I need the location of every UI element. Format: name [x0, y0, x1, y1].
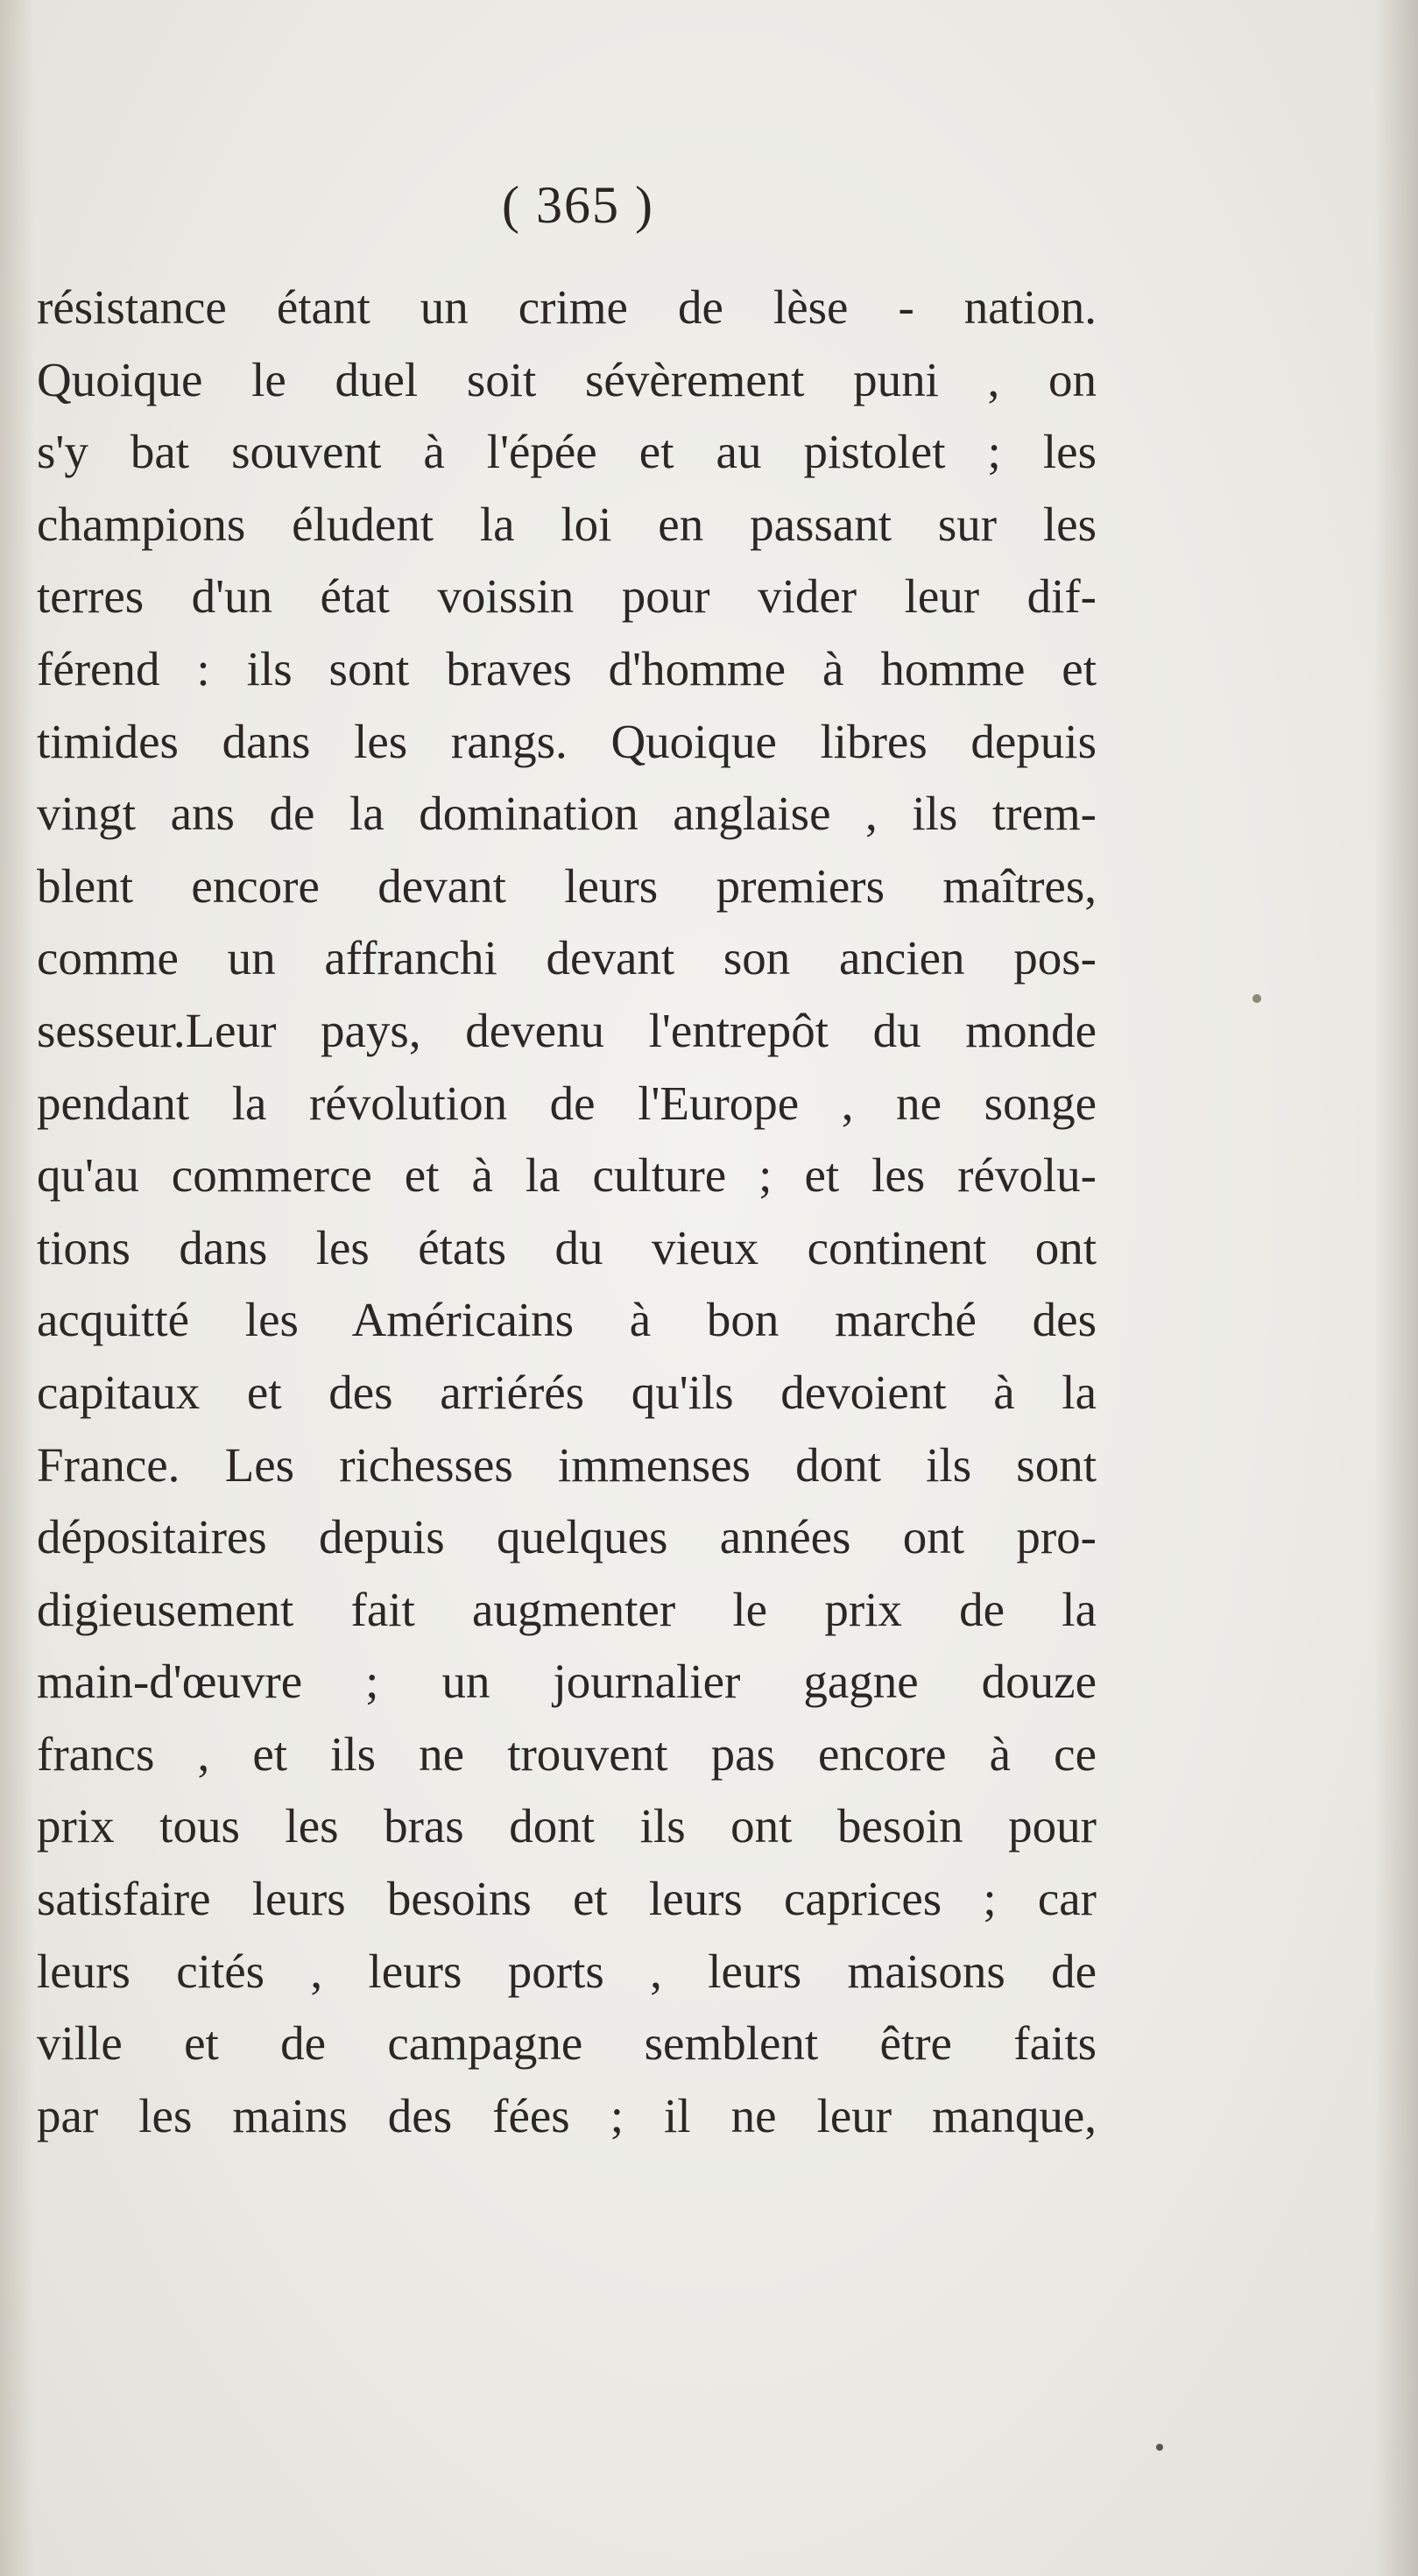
page-number: ( 365 ) [502, 176, 654, 234]
text-line: francs , et ils ne trouvent pas encore à ce [37, 1726, 1097, 1781]
text-line: prix tous les bras dont ils ont besoin pour [37, 1799, 1097, 1853]
text-line: main-d'œuvre ; un journalier gagne douze [37, 1655, 1097, 1709]
text-line: timides dans les rangs. Quoique libres depuis [37, 714, 1097, 768]
text-line: terres d'un état voissin pour vider leur dif- [37, 569, 1097, 624]
text-line: férend : ils sont braves d'homme à homme et [37, 641, 1097, 695]
text-line: comme un affranchi devant son ancien pos- [37, 931, 1097, 985]
text-line: résistance étant un crime de lèse - nation. [37, 280, 1097, 334]
text-line: ville et de campagne semblent être faits [37, 2016, 1097, 2071]
text-line: acquitté les Américains à bon marché des [37, 1293, 1097, 1347]
text-line: par les mains des fées ; il ne leur manque, [37, 2088, 1097, 2142]
text-line: dépositaires depuis quelques années ont pro- [37, 1510, 1097, 1564]
text-line: Quoique le duel soit sévèrement puni , on [37, 352, 1097, 406]
text-line: digieusement fait augmenter le prix de la [37, 1582, 1097, 1636]
ink-speck [1252, 994, 1261, 1003]
text-line: qu'au commerce et à la culture ; et les révolu- [37, 1148, 1097, 1203]
text-line: France. Les richesses immenses dont ils sont [37, 1437, 1097, 1492]
text-line: pendant la révolution de l'Europe , ne songe [37, 1076, 1097, 1130]
text-line: leurs cités , leurs ports , leurs maisons de [37, 1944, 1097, 1998]
text-line: capitaux et des arriérés qu'ils devoient à la [37, 1365, 1097, 1419]
text-line: tions dans les états du vieux continent ont [37, 1220, 1097, 1274]
body-text [37, 272, 1097, 2152]
text-line: sesseur.Leur pays, devenu l'entrepôt du monde [37, 1003, 1097, 1057]
text-line: champions éludent la loi en passant sur les [37, 497, 1097, 551]
ink-speck [1156, 2444, 1163, 2451]
text-line: vingt ans de la domination anglaise , ils trem- [37, 787, 1097, 841]
text-line: satisfaire leurs besoins et leurs caprices ; car [37, 1872, 1097, 1926]
text-line: s'y bat souvent à l'épée et au pistolet ; les [37, 425, 1097, 479]
text-line: blent encore devant leurs premiers maîtres, [37, 858, 1097, 913]
